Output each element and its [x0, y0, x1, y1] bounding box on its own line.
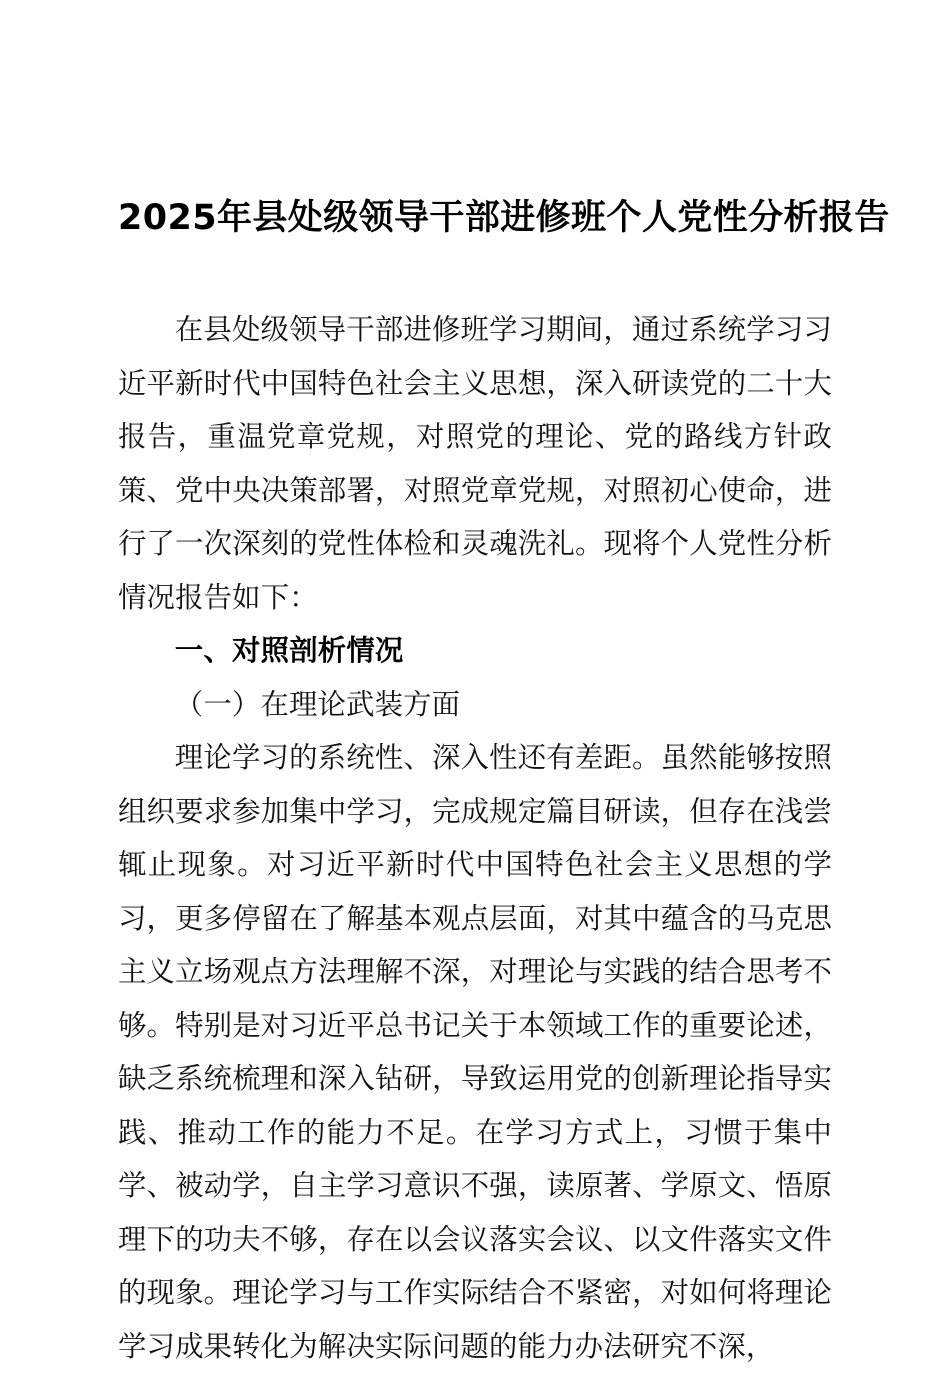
- subsection-1a-paragraph: 理论学习的系统性、深入性还有差距。虽然能够按照组织要求参加集中学习，完成规定篇目研读，但存在浅尝辄止现象。对习近平新时代中国特色社会主义思想的学习，更多停留在了解基本观点层面，对其中蕴含的马克思主义立场观点方法理解不深，对理论与实践的结合思考不够。特别是对习近平总书记关于本领域工作的重要论述，缺乏系统梳理和深入钻研，导致运用党的创新理论指导实践、推动工作的能力不足。在学习方式上，习惯于集中学、被动学，自主学习意识不强，读原著、学原文、悟原理下的功夫不够，存在以会议落实会议、以文件落实文件的现象。理论学习与工作实际结合不紧密，对如何将理论学习成果转化为解决实际问题的能力办法研究不深，: [118, 741, 832, 1363]
- section-heading-1: 一、对照剖析情况: [174, 634, 404, 667]
- page-title: 2025年县处级领导干部进修班个人党性分析报告: [118, 198, 890, 238]
- subsection-heading-1a: （一）在理论武装方面: [174, 687, 461, 721]
- opening-paragraph: 在县处级领导干部进修班学习期间，通过系统学习习近平新时代中国特色社会主义思想，深入研读党的二十大报告，重温党章党规，对照党的理论、党的路线方针政策、党中央决策部署，对照党章党规，对照初心使命，进行了一次深刻的党性体检和灵魂洗礼。现将个人党性分析情况报告如下：: [118, 313, 832, 614]
- document-body: [118, 0, 890, 1373]
